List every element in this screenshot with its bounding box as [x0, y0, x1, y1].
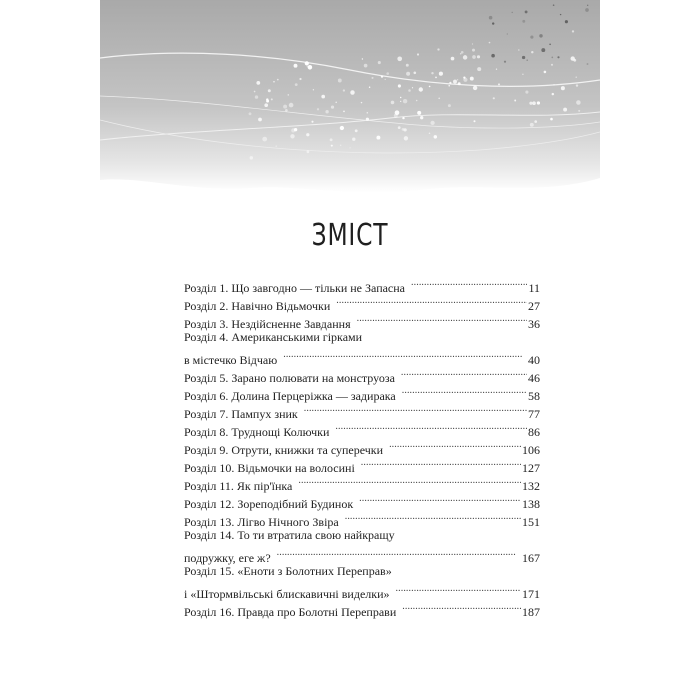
toc-entry: [184, 526, 540, 565]
page-number: 86: [528, 425, 540, 439]
chapter-title: Розділ 12. Зореподібний Будинок: [184, 497, 354, 511]
page-number: 138: [522, 497, 540, 511]
page-number: 171: [522, 587, 540, 601]
chapter-title: Розділ 1. Що завгодно — тільки не Запасна: [184, 281, 406, 295]
dot-leader: [357, 310, 527, 328]
page-number: 127: [522, 461, 540, 475]
page-number: 11: [528, 281, 540, 295]
chapter-title: в містечко Відчаю: [184, 353, 278, 367]
page-number: 46: [528, 371, 540, 385]
dot-leader: [389, 436, 521, 454]
dot-leader: [359, 490, 521, 508]
header-illustration: [100, 0, 600, 200]
dot-leader: [335, 418, 527, 436]
chapter-title: Розділ 7. Пампух зник: [184, 407, 298, 421]
dot-leader: [361, 454, 521, 472]
toc-line: [184, 526, 540, 544]
page-number: 106: [522, 443, 540, 457]
page-number: 132: [522, 479, 540, 493]
chapter-title: Розділ 16. Правда про Болотні Переправи: [184, 605, 397, 619]
page-number: 187: [522, 605, 540, 619]
page-number: 36: [528, 317, 540, 331]
toc-entry: [184, 274, 540, 295]
page-number: 151: [522, 515, 540, 529]
dot-leader: [345, 508, 521, 526]
toc-entry: [184, 328, 540, 367]
dot-leader: [402, 382, 527, 400]
dot-leader: [283, 346, 527, 364]
toc-line: [184, 328, 540, 346]
dot-leader: [336, 292, 527, 310]
chapter-title: Розділ 9. Отрути, книжки та суперечки: [184, 443, 384, 457]
dot-leader: [396, 580, 521, 598]
chapter-title: Розділ 2. Навічно Відьмочки: [184, 299, 331, 313]
toc-line: [184, 580, 540, 601]
page-title: ЗМІСТ: [311, 218, 389, 254]
toc-entry: [184, 562, 540, 601]
table-of-contents: [184, 274, 540, 619]
toc-line: [184, 274, 540, 295]
page-number: 58: [528, 389, 540, 403]
dot-leader: [277, 544, 521, 562]
chapter-title: Розділ 14. То ти втратила свою найкращу: [184, 528, 395, 542]
chapter-title: Розділ 5. Зарано полювати на монструоза: [184, 371, 395, 385]
dot-leader: [402, 598, 521, 616]
chapter-title: Розділ 8. Труднощі Колючки: [184, 425, 330, 439]
page-number: 27: [528, 299, 540, 313]
toc-line: [184, 544, 540, 565]
chapter-title: Розділ 3. Нездійсненне Завдання: [184, 317, 351, 331]
dot-leader: [411, 274, 527, 292]
chapter-title: Розділ 15. «Еноти з Болотних Переправ»: [184, 564, 392, 578]
toc-line: [184, 562, 540, 580]
book-page: [100, 0, 600, 700]
chapter-title: Розділ 10. Відьмочки на волосині: [184, 461, 355, 475]
chapter-title: подружку, еге ж?: [184, 551, 271, 565]
toc-line: [184, 346, 540, 367]
chapter-title: Розділ 11. Як пір'їнка: [184, 479, 293, 493]
dot-leader: [304, 400, 527, 418]
chapter-title: Розділ 13. Лігво Нічного Звіра: [184, 515, 339, 529]
page-number: 40: [528, 353, 540, 367]
dot-leader: [298, 472, 521, 490]
page-number: 167: [522, 551, 540, 565]
page-number: 77: [528, 407, 540, 421]
chapter-title: і «Штормвільські блискавичні виделки»: [184, 587, 390, 601]
chapter-title: Розділ 6. Долина Перцеріжка — задирака: [184, 389, 396, 403]
chapter-title: Розділ 4. Американськими гірками: [184, 330, 363, 344]
sparkle-wave-art: [100, 0, 600, 200]
dot-leader: [401, 364, 527, 382]
